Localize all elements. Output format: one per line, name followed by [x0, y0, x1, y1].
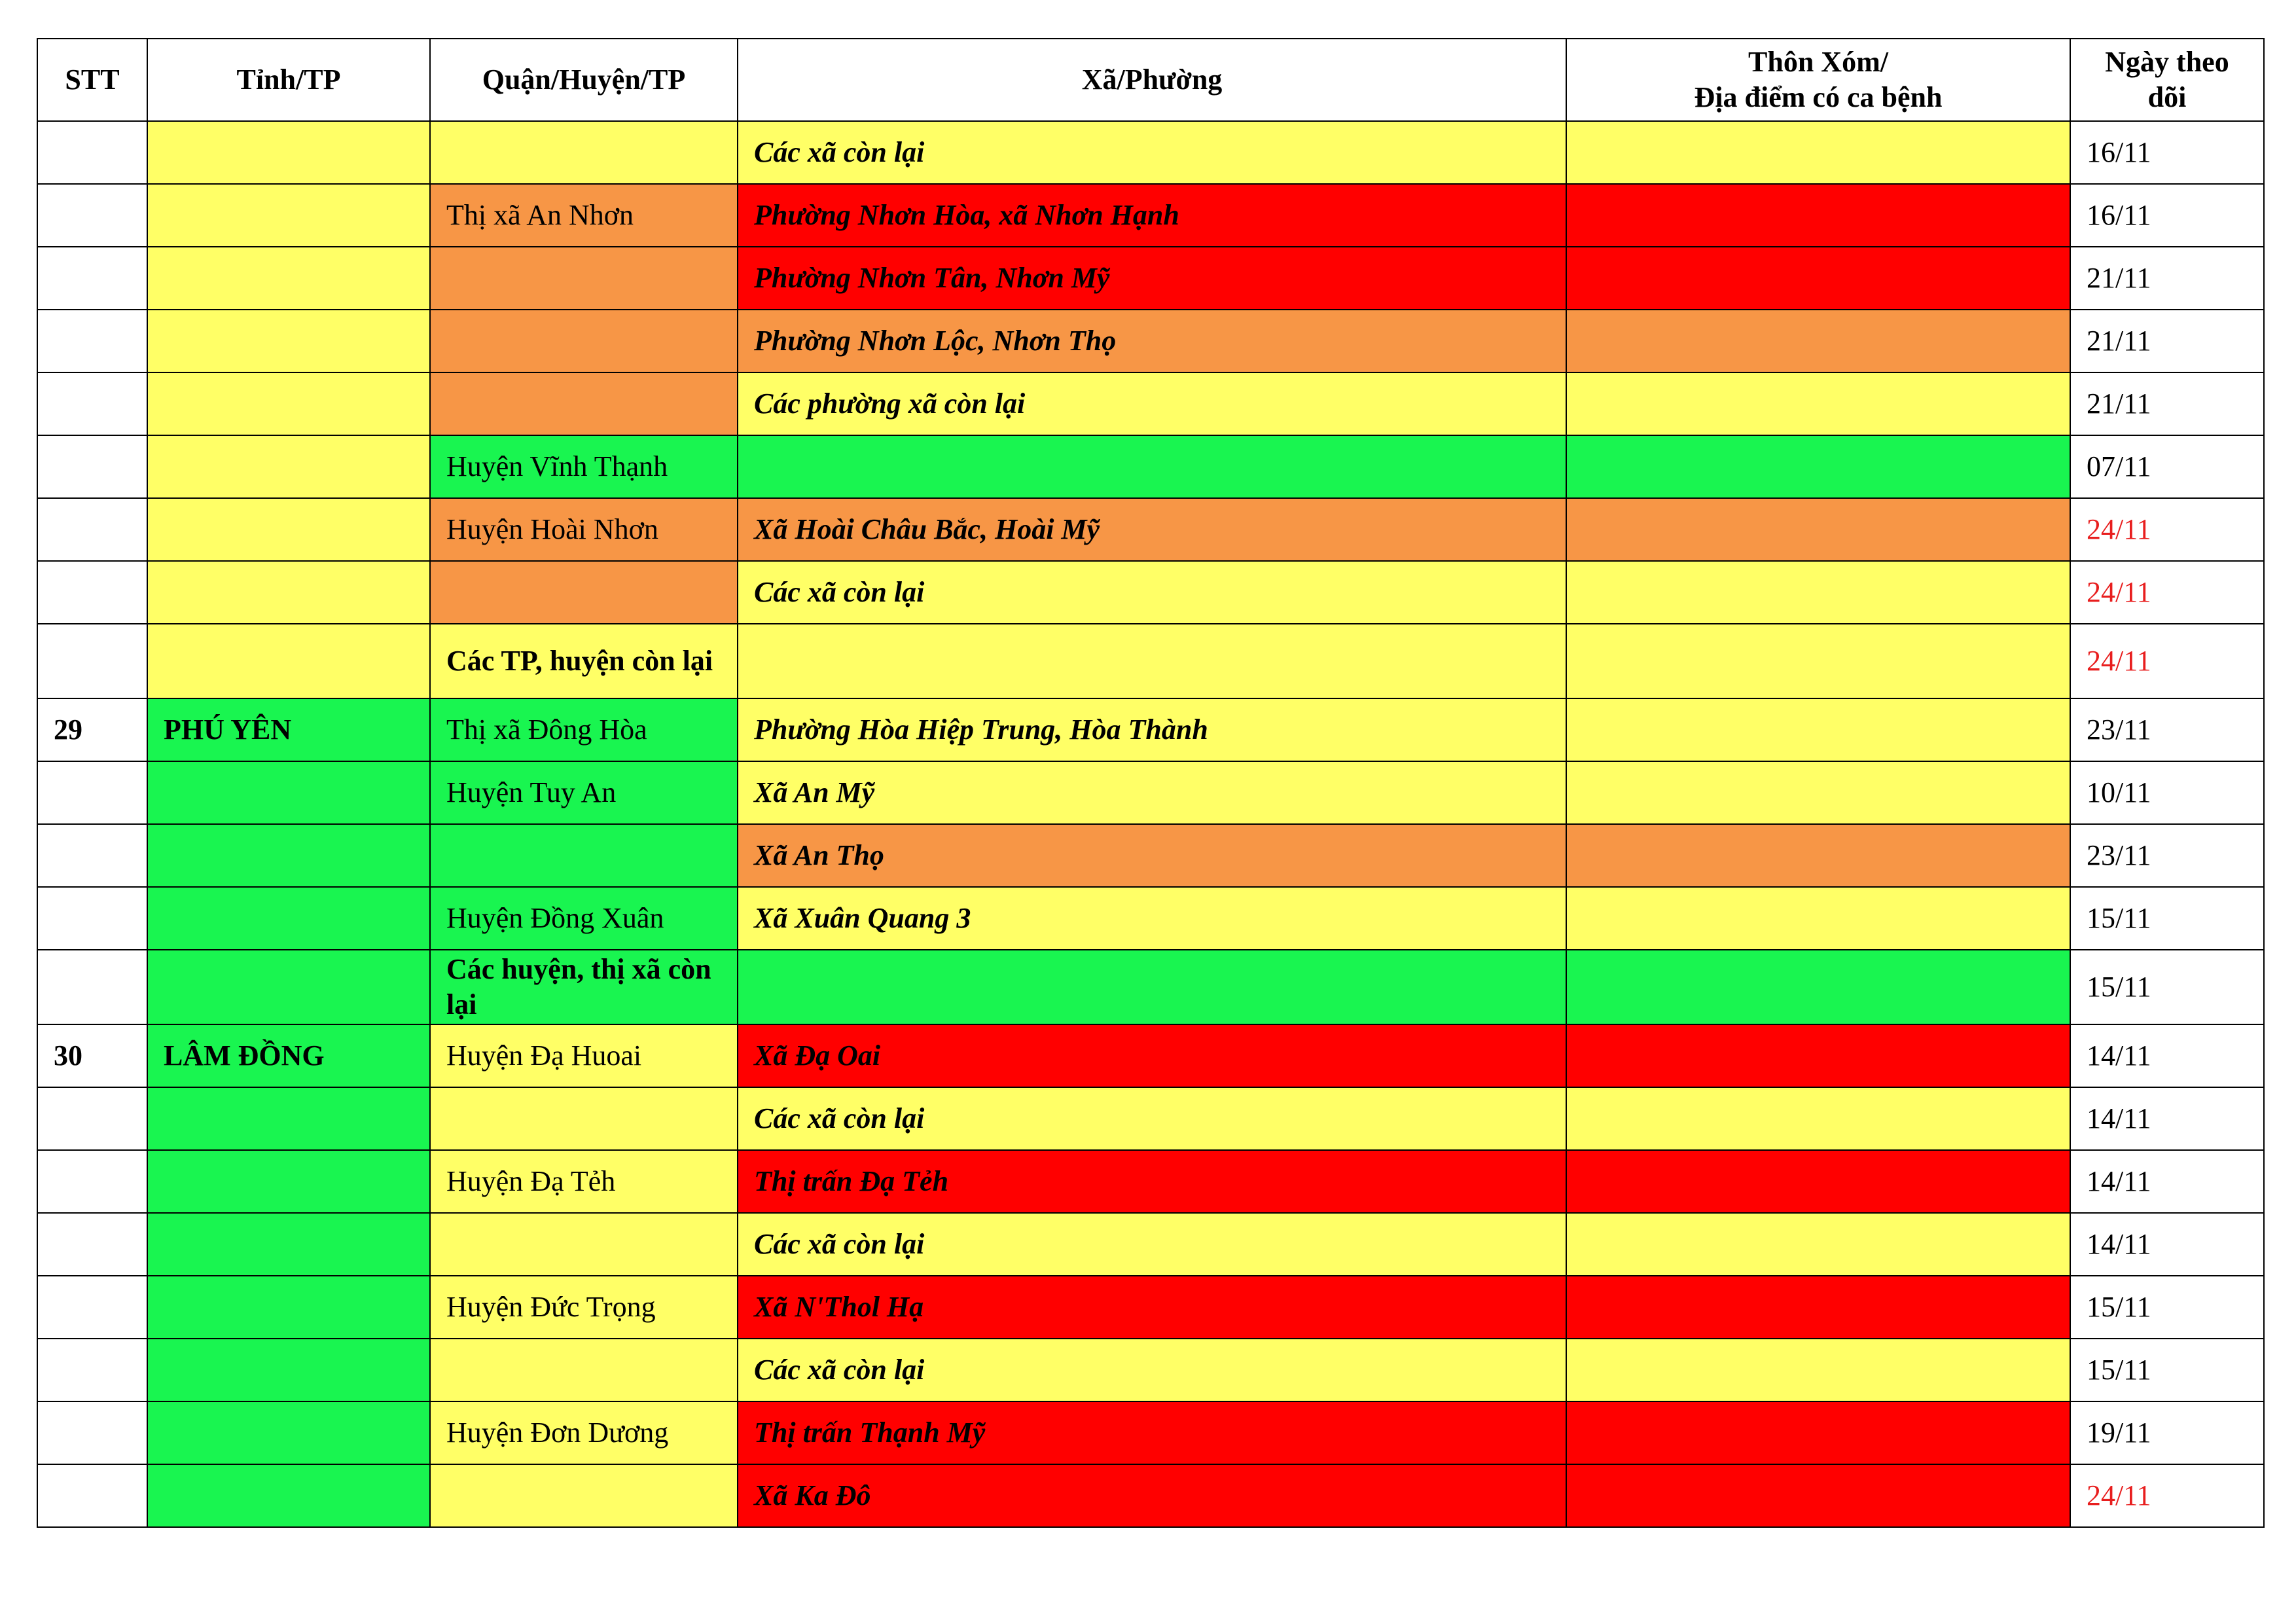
header-stt: STT	[37, 39, 147, 121]
tinh-cell	[147, 561, 430, 624]
stt-cell	[37, 761, 147, 824]
quan-cell: Huyện Tuy An	[430, 761, 738, 824]
table-row	[37, 372, 2264, 435]
tinh-cell	[147, 372, 430, 435]
quan-cell	[430, 247, 738, 310]
ngay-cell: 21/11	[2070, 247, 2264, 310]
tinh-cell	[147, 1150, 430, 1213]
thon-cell	[1566, 1401, 2070, 1464]
quan-cell: Các TP, huyện còn lại	[430, 624, 738, 698]
thon-cell	[1566, 561, 2070, 624]
stt-cell	[37, 824, 147, 887]
ngay-cell: 14/11	[2070, 1024, 2264, 1087]
stt-cell	[37, 950, 147, 1024]
ngay-cell: 15/11	[2070, 1276, 2264, 1339]
stt-cell	[37, 1087, 147, 1150]
quan-cell	[430, 561, 738, 624]
quan-cell: Thị xã Đông Hòa	[430, 698, 738, 761]
ngay-cell: 24/11	[2070, 624, 2264, 698]
table-row	[37, 1150, 2264, 1213]
quan-cell	[430, 121, 738, 184]
header-xa: Xã/Phường	[738, 39, 1566, 121]
tinh-cell	[147, 824, 430, 887]
xa-cell	[738, 435, 1566, 498]
ngay-cell: 24/11	[2070, 1464, 2264, 1527]
xa-cell: Xã An Mỹ	[738, 761, 1566, 824]
thon-cell	[1566, 435, 2070, 498]
table-row	[37, 824, 2264, 887]
header-thon-line2: Địa điểm có ca bệnh	[1694, 81, 1943, 113]
tinh-cell	[147, 121, 430, 184]
table-row	[37, 1339, 2264, 1401]
stt-cell	[37, 372, 147, 435]
header-ngay-line1: Ngày theo	[2105, 46, 2229, 78]
ngay-cell: 14/11	[2070, 1150, 2264, 1213]
xa-cell	[738, 624, 1566, 698]
table-row	[37, 1213, 2264, 1276]
ngay-cell: 14/11	[2070, 1087, 2264, 1150]
table-row	[37, 435, 2264, 498]
thon-cell	[1566, 184, 2070, 247]
xa-cell: Các xã còn lại	[738, 1087, 1566, 1150]
quan-cell: Các huyện, thị xã còn lại	[430, 950, 738, 1024]
risk-level-table	[37, 38, 2265, 1528]
quan-cell: Huyện Vĩnh Thạnh	[430, 435, 738, 498]
xa-cell: Phường Hòa Hiệp Trung, Hòa Thành	[738, 698, 1566, 761]
table-row	[37, 698, 2264, 761]
quan-cell	[430, 1464, 738, 1527]
xa-cell: Thị trấn Đạ Tẻh	[738, 1150, 1566, 1213]
header-quan: Quận/Huyện/TP	[430, 39, 738, 121]
thon-cell	[1566, 824, 2070, 887]
table-row	[37, 761, 2264, 824]
ngay-cell: 19/11	[2070, 1401, 2264, 1464]
table-row	[37, 1401, 2264, 1464]
tinh-cell: PHÚ YÊN	[147, 698, 430, 761]
ngay-cell: 14/11	[2070, 1213, 2264, 1276]
ngay-cell: 15/11	[2070, 1339, 2264, 1401]
header-thon-line1: Thôn Xóm/	[1748, 46, 1888, 78]
thon-cell	[1566, 887, 2070, 950]
tinh-cell	[147, 624, 430, 698]
ngay-cell: 24/11	[2070, 498, 2264, 561]
thon-cell	[1566, 1213, 2070, 1276]
thon-cell	[1566, 1464, 2070, 1527]
thon-cell	[1566, 1087, 2070, 1150]
xa-cell: Xã Ka Đô	[738, 1464, 1566, 1527]
table-row	[37, 498, 2264, 561]
stt-cell	[37, 310, 147, 372]
xa-cell: Các xã còn lại	[738, 1339, 1566, 1401]
tinh-cell	[147, 1087, 430, 1150]
tinh-cell	[147, 950, 430, 1024]
stt-cell	[37, 1150, 147, 1213]
thon-cell	[1566, 624, 2070, 698]
stt-cell	[37, 121, 147, 184]
table-row	[37, 1464, 2264, 1527]
tinh-cell	[147, 498, 430, 561]
quan-cell: Huyện Đơn Dương	[430, 1401, 738, 1464]
ngay-cell: 23/11	[2070, 824, 2264, 887]
thon-cell	[1566, 950, 2070, 1024]
ngay-cell: 23/11	[2070, 698, 2264, 761]
tinh-cell	[147, 887, 430, 950]
quan-cell: Huyện Đức Trọng	[430, 1276, 738, 1339]
xa-cell: Phường Nhơn Lộc, Nhơn Thọ	[738, 310, 1566, 372]
header-ngay-line2: dõi	[2147, 81, 2187, 113]
tinh-cell	[147, 247, 430, 310]
ngay-cell: 16/11	[2070, 121, 2264, 184]
xa-cell	[738, 950, 1566, 1024]
tinh-cell: LÂM ĐỒNG	[147, 1024, 430, 1087]
quan-cell: Huyện Đạ Tẻh	[430, 1150, 738, 1213]
stt-cell	[37, 1464, 147, 1527]
tinh-cell	[147, 310, 430, 372]
table-row	[37, 561, 2264, 624]
quan-cell	[430, 1087, 738, 1150]
tinh-cell	[147, 761, 430, 824]
header-thon	[1566, 39, 2070, 121]
xa-cell: Xã Đạ Oai	[738, 1024, 1566, 1087]
quan-cell	[430, 310, 738, 372]
thon-cell	[1566, 310, 2070, 372]
thon-cell	[1566, 1276, 2070, 1339]
thon-cell	[1566, 761, 2070, 824]
ngay-cell: 15/11	[2070, 887, 2264, 950]
thon-cell	[1566, 1339, 2070, 1401]
stt-cell	[37, 435, 147, 498]
ngay-cell: 15/11	[2070, 950, 2264, 1024]
quan-cell: Thị xã An Nhơn	[430, 184, 738, 247]
stt-cell	[37, 184, 147, 247]
xa-cell: Xã N'Thol Hạ	[738, 1276, 1566, 1339]
ngay-cell: 21/11	[2070, 372, 2264, 435]
quan-cell: Huyện Hoài Nhơn	[430, 498, 738, 561]
table-row	[37, 624, 2264, 698]
quan-cell	[430, 372, 738, 435]
xa-cell: Phường Nhơn Tân, Nhơn Mỹ	[738, 247, 1566, 310]
xa-cell: Thị trấn Thạnh Mỹ	[738, 1401, 1566, 1464]
ngay-cell: 24/11	[2070, 561, 2264, 624]
ngay-cell: 07/11	[2070, 435, 2264, 498]
quan-cell	[430, 824, 738, 887]
stt-cell	[37, 1276, 147, 1339]
table-row	[37, 1024, 2264, 1087]
stt-cell	[37, 624, 147, 698]
tinh-cell	[147, 1276, 430, 1339]
quan-cell	[430, 1213, 738, 1276]
xa-cell: Các phường xã còn lại	[738, 372, 1566, 435]
quan-cell	[430, 1339, 738, 1401]
ngay-cell: 21/11	[2070, 310, 2264, 372]
table-row	[37, 887, 2264, 950]
thon-cell	[1566, 1024, 2070, 1087]
header-tinh: Tỉnh/TP	[147, 39, 430, 121]
quan-cell: Huyện Đồng Xuân	[430, 887, 738, 950]
table-row	[37, 184, 2264, 247]
table-row	[37, 1276, 2264, 1339]
stt-cell	[37, 887, 147, 950]
table-row	[37, 247, 2264, 310]
xa-cell: Các xã còn lại	[738, 1213, 1566, 1276]
header-ngay	[2070, 39, 2264, 121]
ngay-cell: 16/11	[2070, 184, 2264, 247]
thon-cell	[1566, 121, 2070, 184]
stt-cell: 30	[37, 1024, 147, 1087]
tinh-cell	[147, 1401, 430, 1464]
tinh-cell	[147, 1213, 430, 1276]
thon-cell	[1566, 372, 2070, 435]
table-row	[37, 950, 2264, 1024]
stt-cell	[37, 1213, 147, 1276]
xa-cell: Xã An Thọ	[738, 824, 1566, 887]
stt-cell	[37, 247, 147, 310]
stt-cell	[37, 1401, 147, 1464]
tinh-cell	[147, 435, 430, 498]
thon-cell	[1566, 1150, 2070, 1213]
xa-cell: Phường Nhơn Hòa, xã Nhơn Hạnh	[738, 184, 1566, 247]
xa-cell: Các xã còn lại	[738, 121, 1566, 184]
thon-cell	[1566, 498, 2070, 561]
tinh-cell	[147, 1339, 430, 1401]
quan-cell: Huyện Đạ Huoai	[430, 1024, 738, 1087]
xa-cell: Xã Xuân Quang 3	[738, 887, 1566, 950]
xa-cell: Xã Hoài Châu Bắc, Hoài Mỹ	[738, 498, 1566, 561]
table-row	[37, 310, 2264, 372]
stt-cell	[37, 1339, 147, 1401]
xa-cell: Các xã còn lại	[738, 561, 1566, 624]
stt-cell: 29	[37, 698, 147, 761]
tinh-cell	[147, 1464, 430, 1527]
table-row	[37, 121, 2264, 184]
stt-cell	[37, 498, 147, 561]
header-row	[37, 39, 2264, 121]
tinh-cell	[147, 184, 430, 247]
thon-cell	[1566, 247, 2070, 310]
table-row	[37, 1087, 2264, 1150]
thon-cell	[1566, 698, 2070, 761]
stt-cell	[37, 561, 147, 624]
ngay-cell: 10/11	[2070, 761, 2264, 824]
